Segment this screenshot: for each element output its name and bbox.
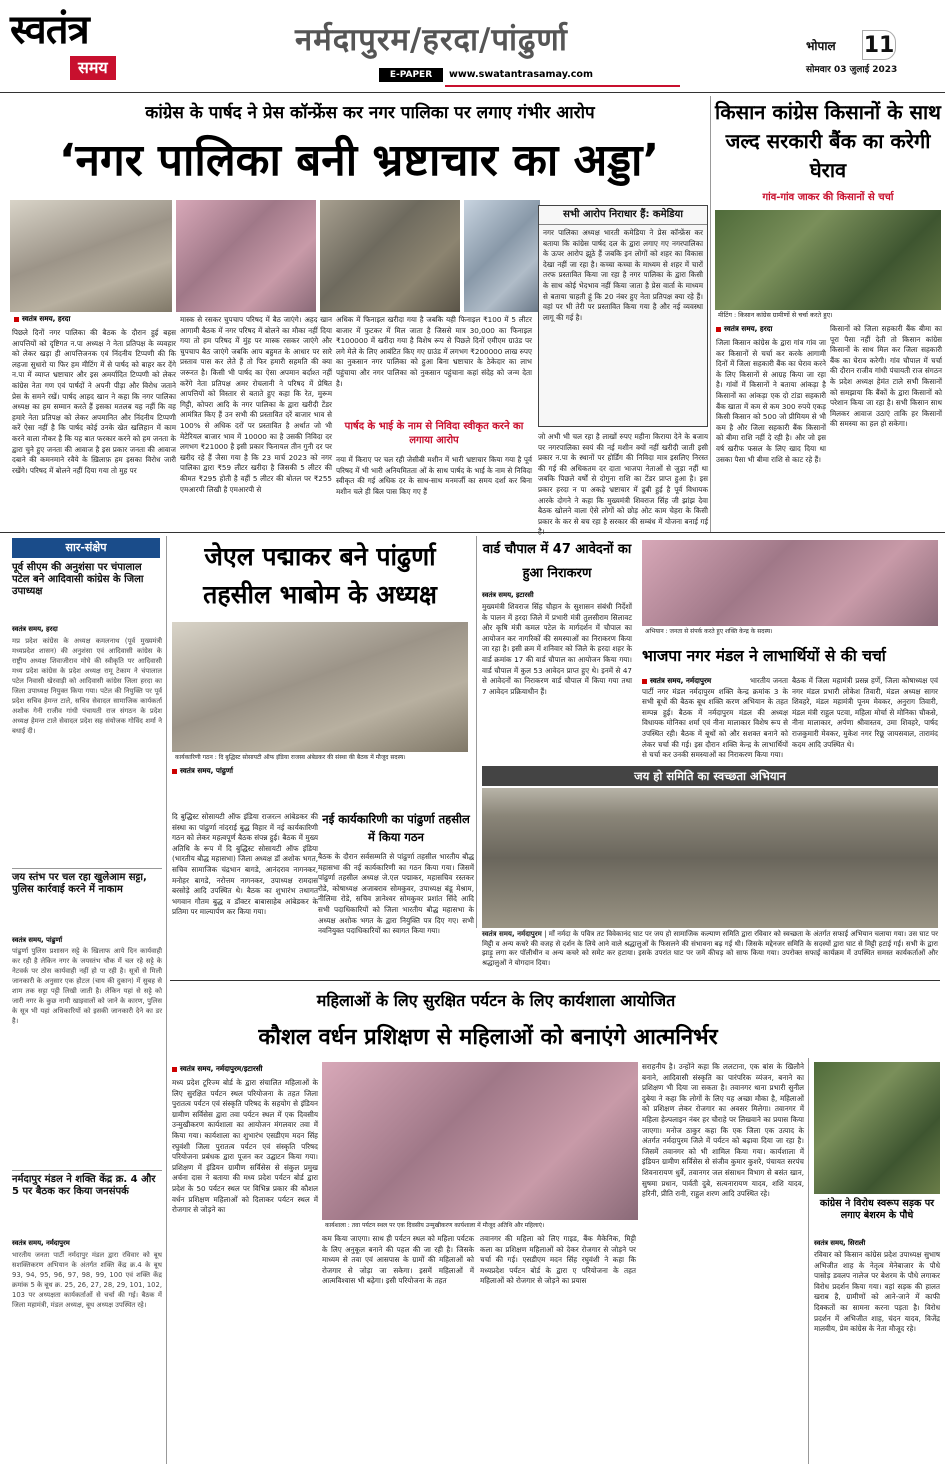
- road-headline: कांग्रेस ने विरोध स्वरूप सड़क पर लगाए बेशरम के पौधे: [819, 1198, 935, 1221]
- lead-col-2: मास्क से रसकर चुपचाप परिषद में बैठ जाएंगे। अहद खान आगामी बैठक में नगर परिषद में बोलने का मौका नहीं दिया गया तो हम परिषद में मुंह पर मास्क रसकर जाएंगे और चुपचाप बैठ जाएंगे जबकि आप बहुमत के आधार पर सारे प्रस्ताव पास कर लेते हैं तो फिर हमारी सहमति की क्या जरूरत है। किसी भी पार्षद का ऐसा अपमान बर्दाश्त नहीं करेंगे नेता प्रतिपक्ष अमर रोचलानी ने परिषद में प्रेषित आपत्तियों को विस्तार से बताते हुए कहा कि रेत, मुरूम गिट्टी, कोपरा आदि के नगर पालिका के द्वारा खरीदी टेंडर आमंत्रित किए हैं उन सभी की प्रस्तावित दरें बाजार भाव से 100% से अधिक दरों पर प्रस्तावित है अर्थात जो भी मेटेरियल बाजार भाव में 10000 का है उसकी निविदा दर लगभग ₹21000 है इसी प्रकार फिनायल तीन गुनी दर पर खरीद रहे हैं जैसा गया है कि 23 मार्च 2023 को नगर पालिका द्वारा ₹59 लीटर खरीदा है जिसकी 5 लीटर की कीमत ₹295 होती है वहीं 5 लीटर की बोतल पर ₹255 एमआरपी लिखी है एमआरपी से: [180, 315, 332, 494]
- kisan-headline: किसान कांग्रेस किसानों के साथ जल्द सरकारी बैंक का करेगी घेराव: [715, 100, 941, 182]
- kisan-byline-text: स्वतंत्र समय, हरदा: [724, 324, 773, 333]
- lead-sidebox: [538, 205, 708, 427]
- jay-text-body: माँ नर्मदा के पवित्र तट विवेकानंद घाट पर जय हो सामाजिक कल्याण समिति द्वारा रविवार को स्वच्छता के अंतर्गत सफाई अभियान चलाया गया। उस घाट पर मिट्टी व अन्य कचरे की वजह से दर्शन के लिये आने वाले श्रद्धालुओं के फिसलने की संभावना बढ़ गई थी। जिसके मद्देनजर समिति के सदस्यों द्वारा घाट से मिट्टी हटाई गई। सभी के द्वारा झाड़ू लगा कर पॉलीथीन व अन्य कचरे को समेट कर हटाया। इसके उपरांत घाट पर जमें कीचड़ को साफ किया गया। उपरोक्त सफाई कार्यक्रम में उपस्थित समस्त कार्यकर्ताओं और श्रद्धालुओं ने योगदान दिया।: [482, 930, 939, 967]
- lead-col-1: पिछले दिनों नगर पालिका की बैठक के दौरान हुई बहस आपत्तियों को दृष्टिगत न.पा अध्यक्ष ने नेता प्रतिपक्ष के व्यवहार को लेकर खड़ा ही आपत्तिजनक एवं निंदनीय टिप्पणी की कि लहजा सुधारो या फिर हम मीटिंग में से पार्षद को बाहर कर देंगे न.पा में व्याप्त भ्रष्टाचार और इस अमर्यादित टिप्पणी को लेकर कांग्रेस नेता गण एवं पार्षदों ने अपनी पीड़ा और विरोध जताने प्रेस के समने रखें। पार्षद आहद खान ने कहा कि नगर पालिका अध्यक्ष का हम सम्मान करते हैं इसका मतलब यह नहीं कि वह हमारे नेता प्रतिपक्ष को लेकर अपमानित और निंदनीय टिप्पणी करें ऐसा नहीं है कि पार्षद कोई उनके खेत खलिहान में काम करने वाला नौकर है कि यह बात फरकार करने को हम जनता के द्वारा चुने हुए जनता की आवाज है इस प्रकार जनता की आवाज दबाने की कमनमाने रवैये के ख़िलाफ़ हम इसका विरोध जारी रखेंगे। परिषद में बोलने नहीं दिया गया तो मुह पर: [12, 328, 176, 475]
- sar-rule-2: [12, 1170, 162, 1171]
- jel-byline-text: स्वतंत्र समय, पांढुर्णा: [180, 766, 233, 775]
- masthead-logo: [10, 6, 160, 90]
- lead-col-4: जो अभी भी चल रहा है लाखों रुपए महीना किराया देने के बजाय पर नगरपालिका स्वयं की नई मशीन क्यों नहीं खरीदी जाती इसी प्रकार न.पा के स्थानों पर होर्डिंग की निविदा मात्र इसलिए निरस्त की गई की अधिकतम दर दाता भाजपा नेताओं से जुड़ा नहीं था जबकि पिछले वर्षों से दोगुना राशि का टेंडर प्राप्त हुआ है। इस प्रकार हरदा न पा अकड़े भ्रष्टाचार में डूबी हुई है पूर्व विधायक आरके दोगने ने कहा कि मुख्यमंत्री शिवराज सिंह जी झांझ देवा बैठक खोलने वाला ऐसे लोगों को छोड़ ओट काम चेहरा के किसी प्रकार के कर से बच रहा है सरकार की सम्बंध में योजना बनाई गई: [538, 432, 708, 526]
- epaper-label: E-PAPER: [379, 68, 443, 82]
- sidebox-text: नगर पालिका अध्यक्ष भारती कमेडिया ने प्रेस कॉन्फ्रेंस कर बताया कि कांग्रेस पार्षद दल के द्वारा लगाए गए नगरपालिका के ऊपर आरोप झूठे हैं जबकि इन लोगों को शहर का विकास देखा नहीं जा रहा है। कच्चा कच्चा के माध्यम से शहर में चारों तरफ प्रस्तावित किया जा रहा है नगर पालिका के द्वारा किसी के साथ कोई भेदभाव नहीं किया जाता है प्रेस वार्ता के माध्यम से बताया चाहती हूं कि 20 नंबर हुए नेता प्रतिपक्ष क्या रहे हैं। वहां पर भी तेरी पर प्रस्तावित किया गया है और नई व्यवस्था लागू की गई है।: [543, 228, 703, 322]
- jay-text: स्वतंत्र समय, नर्मदापुरम | माँ नर्मदा के पवित्र तट विवेकानंद घाट पर जय हो सामाजिक कल्याण समिति द्वारा रविवार को स्वच्छता के अंतर्गत सफाई अभियान चलाया गया। उस घाट पर मिट्टी व अन्य कचरे की वजह से दर्शन के लिये आने वाले श्रद्धालुओं के फिसलने की संभावना बढ़ गई थी। जिसके मद्देनजर समिति के सदस्यों द्वारा घाट से मिट्टी हटाई गई। सभी के द्वारा झाड़ू लगा कर पॉलीथीन व अन्य कचरे को समेट कर हटाया। इसके उपरांत घाट पर जमें कीचड़ को साफ किया गया। उपरोक्त सफाई कार्यक्रम में उपस्थित समस्त कार्यकर्ताओं और श्रद्धालुओं ने योगदान दिया।: [482, 930, 939, 967]
- sar-n3-headline: नर्मदापुर मंडल ने शक्ति केंद्र क्र. 4 और 5 पर बैठक कर किया जनसंपर्क: [12, 1174, 156, 1197]
- bjp-photo-caption: अभियान : जनता से संपर्क करते हुए शक्ति केन्द्र के सदस्य।: [642, 626, 938, 636]
- sar-label: सार-संक्षेप: [12, 538, 160, 558]
- women-headline: कौशल वर्धन प्रशिक्षण से महिलाओं को बनाएंगे आत्मनिर्भर: [258, 1025, 718, 1050]
- chaupal-headline: वार्ड चौपाल में 47 आवेदनों का हुआ निराकरण: [482, 542, 632, 581]
- bjp-byline-text: स्वतंत्र समय, नर्मदापुरम: [650, 676, 712, 685]
- bjp-col-1: भारतीय जनता पार्टी नगर मंडल नर्मदापुरम शक्ति केन्द्र क्रमांक 3 के सभी बूथों की बैठक बूथ शक्ति करण अभियान के तहत सम्पन्न हुई। बैठक में नर्मदापुरम मंडल की अध्यक्ष विधायक मोनिका शर्मा एवं नीना मालाकार विशेष रूप से उपस्थित रही। बैठक में बूथों को और सशक्त बनाने को लेकर चर्चा की गई। इस दौरान शक्ति केन्द्र के लाभार्थियों से चर्चा कर उनकी समस्याओं का निराकरण किया गया।: [642, 676, 788, 760]
- lead-photo-4: [464, 200, 540, 312]
- women-col-3: तवानगर की महिला को लिए गाइड, बैंक मैकेनिक, मिट्टी कला का प्रशिक्षण महिलाओं को देकर रोजगार से जोड़ने पर चर्चा की गई। एसडीएम मदन सिंह रघुवंशी ने कहा कि मध्यप्रदेश पर्यटन बोर्ड के द्वारा ए परियोजना के तहत महिलाओं को रोजगार से जोड़ने का प्रयास: [480, 1234, 636, 1286]
- lead-photo-3: [320, 200, 460, 312]
- jel-byline: [172, 766, 322, 778]
- lead-headline: ‘नगर पालिका बनी भ्रष्टाचार का अड्डा’: [58, 135, 660, 186]
- jel-photo: [172, 622, 468, 752]
- sar-n2-byline: स्वतंत्र समय, पांढुर्णा: [12, 936, 63, 944]
- women-col-4: सराहनीय है। उन्होंने कहा कि ललटाना, एक बांस के खिलौने बनाने, आदिवासी संस्कृति का पारंपरिक व्यंजन, बनाने का प्रशिक्षण भी दिया जा सकता है। तवानगर थाना प्रभारी सुनील दुबेया ने कहा कि लोगों के लिए यह अच्छा मौका है, महिलाओं को प्रशिक्षण लेकर रोजगार का अवसर मिलेगा। तवानगर में महिला हेल्पलाइन नंबर हर चौराहे पर लिखवाने का प्रयास किया जाएगा। मनोज ठाकुर कहा कि एक जिला एक उत्पाद के अंतर्गत नर्मदापुरम जिले में पर्यटन को बढ़ावा दिया जा रहा है। जिसमें तवानगर को भी शामिल किया गया। कार्यशाला में इंडियन ग्रामीण सर्विसेस से संजीव कुमार कुशरे, पंचायत सरपंच शिवनारायण धुर्वे, तवानगर जल संसाधन विभाग से बसंत खान, सुषमा प्रधान, पार्वती दुबे, सत्यनारायण यादव, शशि यादव, हरिनी, प्रीति रानी, राहुल शरण आदि उपस्थित रहे।: [642, 1062, 804, 1199]
- sar-n3-byline: स्वतंत्र समय, नर्मदापुरम: [12, 1239, 70, 1247]
- bjp-headline: भाजपा नगर मंडल ने लाभार्थियों से की चर्चा: [642, 647, 886, 665]
- jay-byline: स्वतंत्र समय, नर्मदापुरम: [482, 930, 542, 938]
- fold-rule-2: [170, 980, 940, 981]
- sar-rule-1: [12, 868, 162, 869]
- page-number: 11: [862, 30, 896, 60]
- jay-banner: जय हो समिति का स्वच्छता अभियान: [482, 766, 938, 786]
- logo-top: स्वतंत्र: [10, 6, 89, 53]
- jel-photo-caption: कार्यकारिणी गठन : दि बुद्धिस्ट सोसायटी ऑफ इंडिया राजस्व अंबेडकर की संस्था की बैठक में मौजूद सदस्य।: [172, 752, 468, 762]
- women-col-2: कम किया जाएगा। साथ ही पर्यटन स्थल को महिला पर्यटक के लिए अनुकूल बनाने की पहल की जा रही है। जिसके माध्यम से तवा एवं आसपास के ग्रामों की महिलाओं को रोजगार से जोड़ा जा सकेगा। इसमें महिलाओं में आत्मविश्वास भी बढ़ेगा। इसी परियोजना के तहत: [322, 1234, 474, 1286]
- divider-v2: [166, 536, 167, 1464]
- logo-bottom: समय: [70, 56, 116, 80]
- lead-subhead: पार्षद के भाई के नाम से निविदा स्वीकृत करने का लगाया आरोप: [344, 421, 524, 446]
- jel-subhead: नई कार्यकारिणी का पांढुर्णा तहसील में किया गठन: [322, 812, 470, 844]
- masthead-rule: [445, 85, 680, 87]
- chaupal-byline: स्वतंत्र समय, इटारसी: [482, 591, 534, 599]
- bjp-col-2: बैठक में जिला महामंत्री प्रसन्न हर्णे, जिला कोषाध्यक्ष एवं नगर मंडल प्रभारी लोकेश तिवारी, मंडल अध्यक्ष सागर शिवहरे, मंडल महामंत्री पूनम मेवकर, अनुराग तिवारी, मंडल मंत्री राहुल पटवा, महिला मोर्चा से मोनिका चौकसे, नीना मालाकार, अर्पणा श्रीवास्तव, उमा शिवहरे, पार्षद राजकुमारी मेवकर, मुकेश नगर रिछू जायसवाल, तारामंद कदम आदि उपस्थित थे।: [792, 676, 938, 749]
- lead-byline-text: स्वतंत्र समय, हरदा: [22, 314, 71, 323]
- top-rule: [0, 92, 945, 93]
- road-photo: [814, 1062, 940, 1194]
- kisan-photo-caption: मीटिंग : किसान कांग्रेस ग्रामीणों से चर्चा करते हुए।: [715, 310, 941, 321]
- kisan-subhead: गांव-गांव जाकर की किसानों से चर्चा: [762, 192, 894, 203]
- sar-n1-headline: पूर्व सीएम की अनुशंसा पर चंपालाल पटेल बने आदिवासी कांग्रेस के जिला उपाध्यक्ष: [12, 562, 144, 597]
- sidebox-title: सभी आरोप निराधार हैं: कमेडिया: [539, 206, 707, 225]
- women-kicker: महिलाओं के लिए सुरक्षित पर्यटन के लिए कार्यशाला आयोजित: [316, 991, 676, 1010]
- divider-v4: [808, 1058, 809, 1464]
- lead-col-3b: नया में किराए पर चल रही जेसीबी मशीन में भारी भ्रष्टाचार किया गया है पूर्व परिषद में भी भारी अनियमितता ओं के साथ पार्षद के भाई के नाम से निविदा स्वीकृत की गई अधिक दर के साथ-साथ मनमर्जी का समय दर्शा कर बिना मशीन चले ही बिल पास किए गए हैं: [336, 455, 532, 496]
- women-byline: [172, 1064, 332, 1076]
- jay-photo: [482, 788, 938, 928]
- divider-v3: [476, 536, 477, 928]
- jay-caption-box: [482, 930, 938, 978]
- sar-n1-byline: स्वतंत्र समय, हरदा: [12, 625, 58, 633]
- lead-col-3: अधिक में फिनाइल खरीदा गया है जबकि यही फिनाइल ₹100 में 5 लीटर बाजार में फुटकर में मिल जाता है जिससे मात्र 30,000 का फिनाइल ₹100000 में खरीदा गया है विशेष रूप से पिछले दिनों एमीएम ग्राउंड पर लगे मेले के लिए आबंटित किए गए ग्राउंड में लगभग ₹200000 लाख रुपए का नुकसान नगर पालिका को हुआ बिना भ्रष्टाचार के ठेकेदार का लाभ पहुंचाया और नगर पालिका को नुकसान पहुंचाना कहां संदेह को जन्म देता है।: [336, 315, 532, 388]
- lead-kicker: कांग्रेस के पार्षद ने प्रेस कॉन्फ्रेंस कर नगर पालिका पर लगाए गंभीर आरोप: [145, 103, 595, 123]
- kisan-byline: [716, 324, 826, 336]
- jel-col-2: बैठक के दौरान सर्वसम्मति से पांढुर्णा तहसील भारतीय बौद्ध महासभा की नई कार्यकारिणी का गठन किया गया। जिसमें पांढुर्णा तहसील अध्यक्ष जे.एल पद्माकर, महासचिव रस्तकर रोडे, कोषाध्यक्ष अजाबराव सोमकुवर, उपाध्यक्ष बंडू मेश्राम, नीलिमा रोडे, सचिव ज्ञानेश्वर सोमकुवर प्रशांत सिंदे आदि सभी पदाधिकारियों को जिला भारतीय बौद्ध महासभा के अध्यक्ष अशोक भगत के द्वारा नियुक्ति पत्र दिए गए। सभी नवनियुक्त पदाधिकारियों का स्वागत किया गया।: [318, 852, 474, 936]
- road-byline: स्वतंत्र समय, सिराली: [814, 1239, 866, 1247]
- divider-v1: [710, 96, 711, 532]
- sar-n3-text: भारतीय जनता पार्टी नर्मदापुर मंडल द्वारा रविवार को बूथ सशक्तिकरण अभियान के अंतर्गत शक्ति केंद्र क्र.4 के बूथ 93, 94, 95, 96, 97, 98, 99, 100 एवं शक्ति केंद्र क्रमांक 5 के बूथ क्र. 25, 26, 27, 28, 29, 101, 102, 103 पर अध्यक्षता कार्यकर्ताओं से चर्चा की गई। बैठक में जिला महामंत्री, मंडल अध्यक्ष, बूथ अध्यक्ष उपस्थित रहे।: [12, 1251, 162, 1309]
- sar-n2-headline: जय स्तंभ पर चल रहा खुलेआम सट्टा, पुलिस कार्रवाई करने में नाकाम: [12, 872, 147, 895]
- edition-title: नर्मदापुरम/हरदा/पांढुर्णा: [295, 22, 568, 58]
- kisan-photo: [715, 210, 941, 310]
- lead-photo-2: [176, 200, 316, 312]
- women-photo-caption: कार्यशाला : तवा पर्यटन स्थल पर एक दिवसीय उन्मुखीकरण कार्यशाला में मौजूद अतिथि और महिलाएं।: [322, 1220, 638, 1230]
- sar-n2-text: पांढुर्णा पुलिस प्रशासन सट्टे के खिलाफ आये दिन कार्यवाही कर रही है लेकिन नगर के जयस्तंभ चौक में चल रहे सट्टे के नेटवर्क पर ठोस कार्यवाही नहीं हो पा रही है। सूत्रों से मिली जानकारी के अनुसार एक होटल (चाय की दुकान) में सुबह से शाम तक सट्टा पट्टी लिखी जाती है। लेकिन यहां से सट्टे को जारी नगर के कुछ नामी खाइवालों को जाने के कारण, पुलिस के सूत्र भी यहां अधिकारियों को इसकी जानकारी देने का डर है।: [12, 947, 162, 1025]
- women-photo: [322, 1062, 638, 1220]
- kisan-col-2: किसानों को जिला सहकारी बैंक बीमा का पूरा पैसा नहीं देती तो किसान कांग्रेस किसानों के साथ मिल कर जिला सहकारी बैंक का घेराव करेगी। गांव चौपाल में चर्चा की दौरान राजीव गांधी पंचायती राज संगठन के प्रदेश अध्यक्ष हेमंत टाले सभी किसानों को समझाया कि बैंकों के द्वारा किसानों को परेशान किया जा रहा है। सभी किसान साथ मिलकर आवाज उठाएं ताकि हर किसानों की समस्या का हल हो सकेगा।: [830, 324, 942, 429]
- women-byline-text: स्वतंत्र समय, नर्मदापुरम/इटारसी: [180, 1064, 263, 1073]
- fold-rule-1: [0, 532, 945, 533]
- kisan-col-1: जिला किसान कांग्रेस के द्वारा गांव गांव जा कर किसानों से चर्चा कर करके आगामी दिनों में जिला सहकारी बैंक का घेराव करने के लिए किसानों से आग्रह किया जा रहा है। गांवों में किसानों ने बताया आंकड़ा है किसानों का आंकड़ा एक दो टांडा सहकारी बैंक खाता में कम से कम 300 रुपये एकड़ किसी किसान को 500 जो प्रीमियम से भी कम है और जिला सहकारी बैंक किसानों को बीमा राशि नहीं दे रही है। और जो इस वर्ष खरीफ फसल के लिए खाद दिया था उसका पैसा भी बीमा राशि से काट रहे हैं।: [716, 338, 827, 464]
- website[interactable]: www.swatantrasamay.com: [449, 69, 593, 80]
- issue-date: सोमवार 03 जुलाई 2023: [806, 65, 898, 75]
- jel-col-1: दि बुद्धिस्ट सोसायटी ऑफ इंडिया राजरत्न आंबेडकर की संस्था का पांढुर्णा नांदराई बुद्ध विहार में नई कार्यकारिणी गठन को लेकर महत्वपूर्ण बैठक संपन्न हुई। बैठक में मुख्य अतिथि के रूप में दि बुद्धिस्ट सोसायटी ऑफ इंडिया (भारतीय बौद्ध महासभा) जिला अध्यक्ष डॉ अशोक भगत, सचिव सामाजिक चंद्रभान बागडे, आनंदराव नागनकर, मनोहर बागडे, नरोत्तम नागनकर, उपाध्यक्ष रामदास बरसोड़े आदि उपस्थित थे। बैठक का शुभारंभ तथागत भगवान गौतम बुद्ध व डॉक्टर बाबासाहेब आंबेडकर के प्रतिमा पर माल्यार्पण कर किया गया।: [172, 812, 318, 917]
- road-text: रविवार को किसान कांग्रेस प्रदेश उपाध्यक्ष सुभाष अभिजीत शाह के नेतृत्व मेनेबाजार के पौधे पासोड़ डवलप नालेज पर बेशरम के पौधे लगाकर विरोध प्रदर्शन किया गया। वहां सड़क की हालत खराब है, ग्रामीणों को आने-जाने में काफी दिक्कतों का सामना करना पड़ता है। विरोध प्रदर्शन में अभिजीत शाह, चंदन यादव, विजेंद्र मालवीय, प्रेम कांग्रेस के नेता मौजूद रहे।: [814, 1250, 940, 1334]
- lead-byline: [14, 314, 164, 326]
- city-label: भोपाल: [806, 39, 836, 53]
- chaupal-text: मुख्यमंत्री शिवराज सिंह चौहान के सुशासन संबंधी निर्देशों के पालन में हरदा जिले में प्रभारी मंत्री तुलसीराम सिलावट और कृषि मंत्री कमल पटेल के मार्गदर्शन में चौपाल का आयोजन कर नागरिकों की समस्याओं का निराकरण किया जा रहा है। इसी क्रम में शनिवार को जिले के हरदा शहर के वार्ड क्रमांक 17 की वार्ड चौपाल का आयोजन किया गया। वार्ड चौपाल में कुल 53 आवेदन प्राप्त हुए थे। इनमें से 47 से आवेदनों का निराकरण वार्ड चौपाल में किया गया तथा 7 आवेदन प्रक्रियाधीन हैं।: [482, 602, 632, 696]
- bjp-photo: [642, 540, 938, 626]
- sar-n1-text: मप्र प्रदेश कांग्रेस के अध्यक्ष कमलनाथ (पूर्व मुख्यमंत्री मध्यप्रदेश शासन) की अनुशंसा एवं आदिवासी कांग्रेस के राष्ट्रीय अध्यक्ष शिवाजीराव मोघे की स्वीकृति पर आदिवासी मध्य प्रदेश कांग्रेस के प्रदेश अध्यक्ष रामू टेकाम ने चंपालाल पटेल निवासी खेरवाड़ी को आदिवासी कांग्रेस जिला हरदा का जिला उपाध्यक्ष नियुक्त किया गया। पटेल की नियुक्ति पर पूर्व प्रदेश सचिव हेमन्त टाले, सचिव सेवादल सामाजिक कार्यकर्ता अशोक गेनी राजीव गांधी पंचायती राज संगठन के प्रदेश अध्यक्ष हेमन्त टाले सेवादल प्रदेश सह संयोजक गोविंद शर्मा ने बधाई दी।: [12, 637, 162, 735]
- jel-headline: जेएल पद्माकर बने पांढुर्णा तहसील भाबोम के अध्यक्ष: [203, 542, 437, 609]
- lead-photo-1: [10, 200, 172, 312]
- women-col-1: मध्य प्रदेश टूरिज्म बोर्ड के द्वारा संचालित महिलाओं के लिए सुरक्षित पर्यटन स्थल परियोजना के तहत जिला पुरातत्व पर्यटन एवं संस्कृति परिषद के सहयोग से इंडियन ग्रामीण सर्विसेस द्वारा तवा पर्यटन स्थल में एक दिवसीय उन्मुखीकरण कार्यशाला का आयोजन मंगलवार तवा में किया गया। कार्यशाला का शुभारंभ एसडीएम मदन सिंह रघुवंशी जिला पुरातत्व पर्यटन एवं संस्कृति परिषद परियोजना प्रबंधक द्वारा पूजन कर उद्घाटन किया गया। प्रशिक्षण में इंडियन ग्रामीण सर्विसेस से संकुल प्रमुख अर्चना दास ने बताया की मध्य प्रदेश पर्यटन बोर्ड द्वारा प्रदेश के 50 पर्यटन स्थल पर विभिन्न प्रकार की कौशल वर्धन प्रशिक्षण महिलाओं को दिलाकर पर्यटन स्थल में रोजगार से जोड़ने का: [172, 1078, 318, 1215]
